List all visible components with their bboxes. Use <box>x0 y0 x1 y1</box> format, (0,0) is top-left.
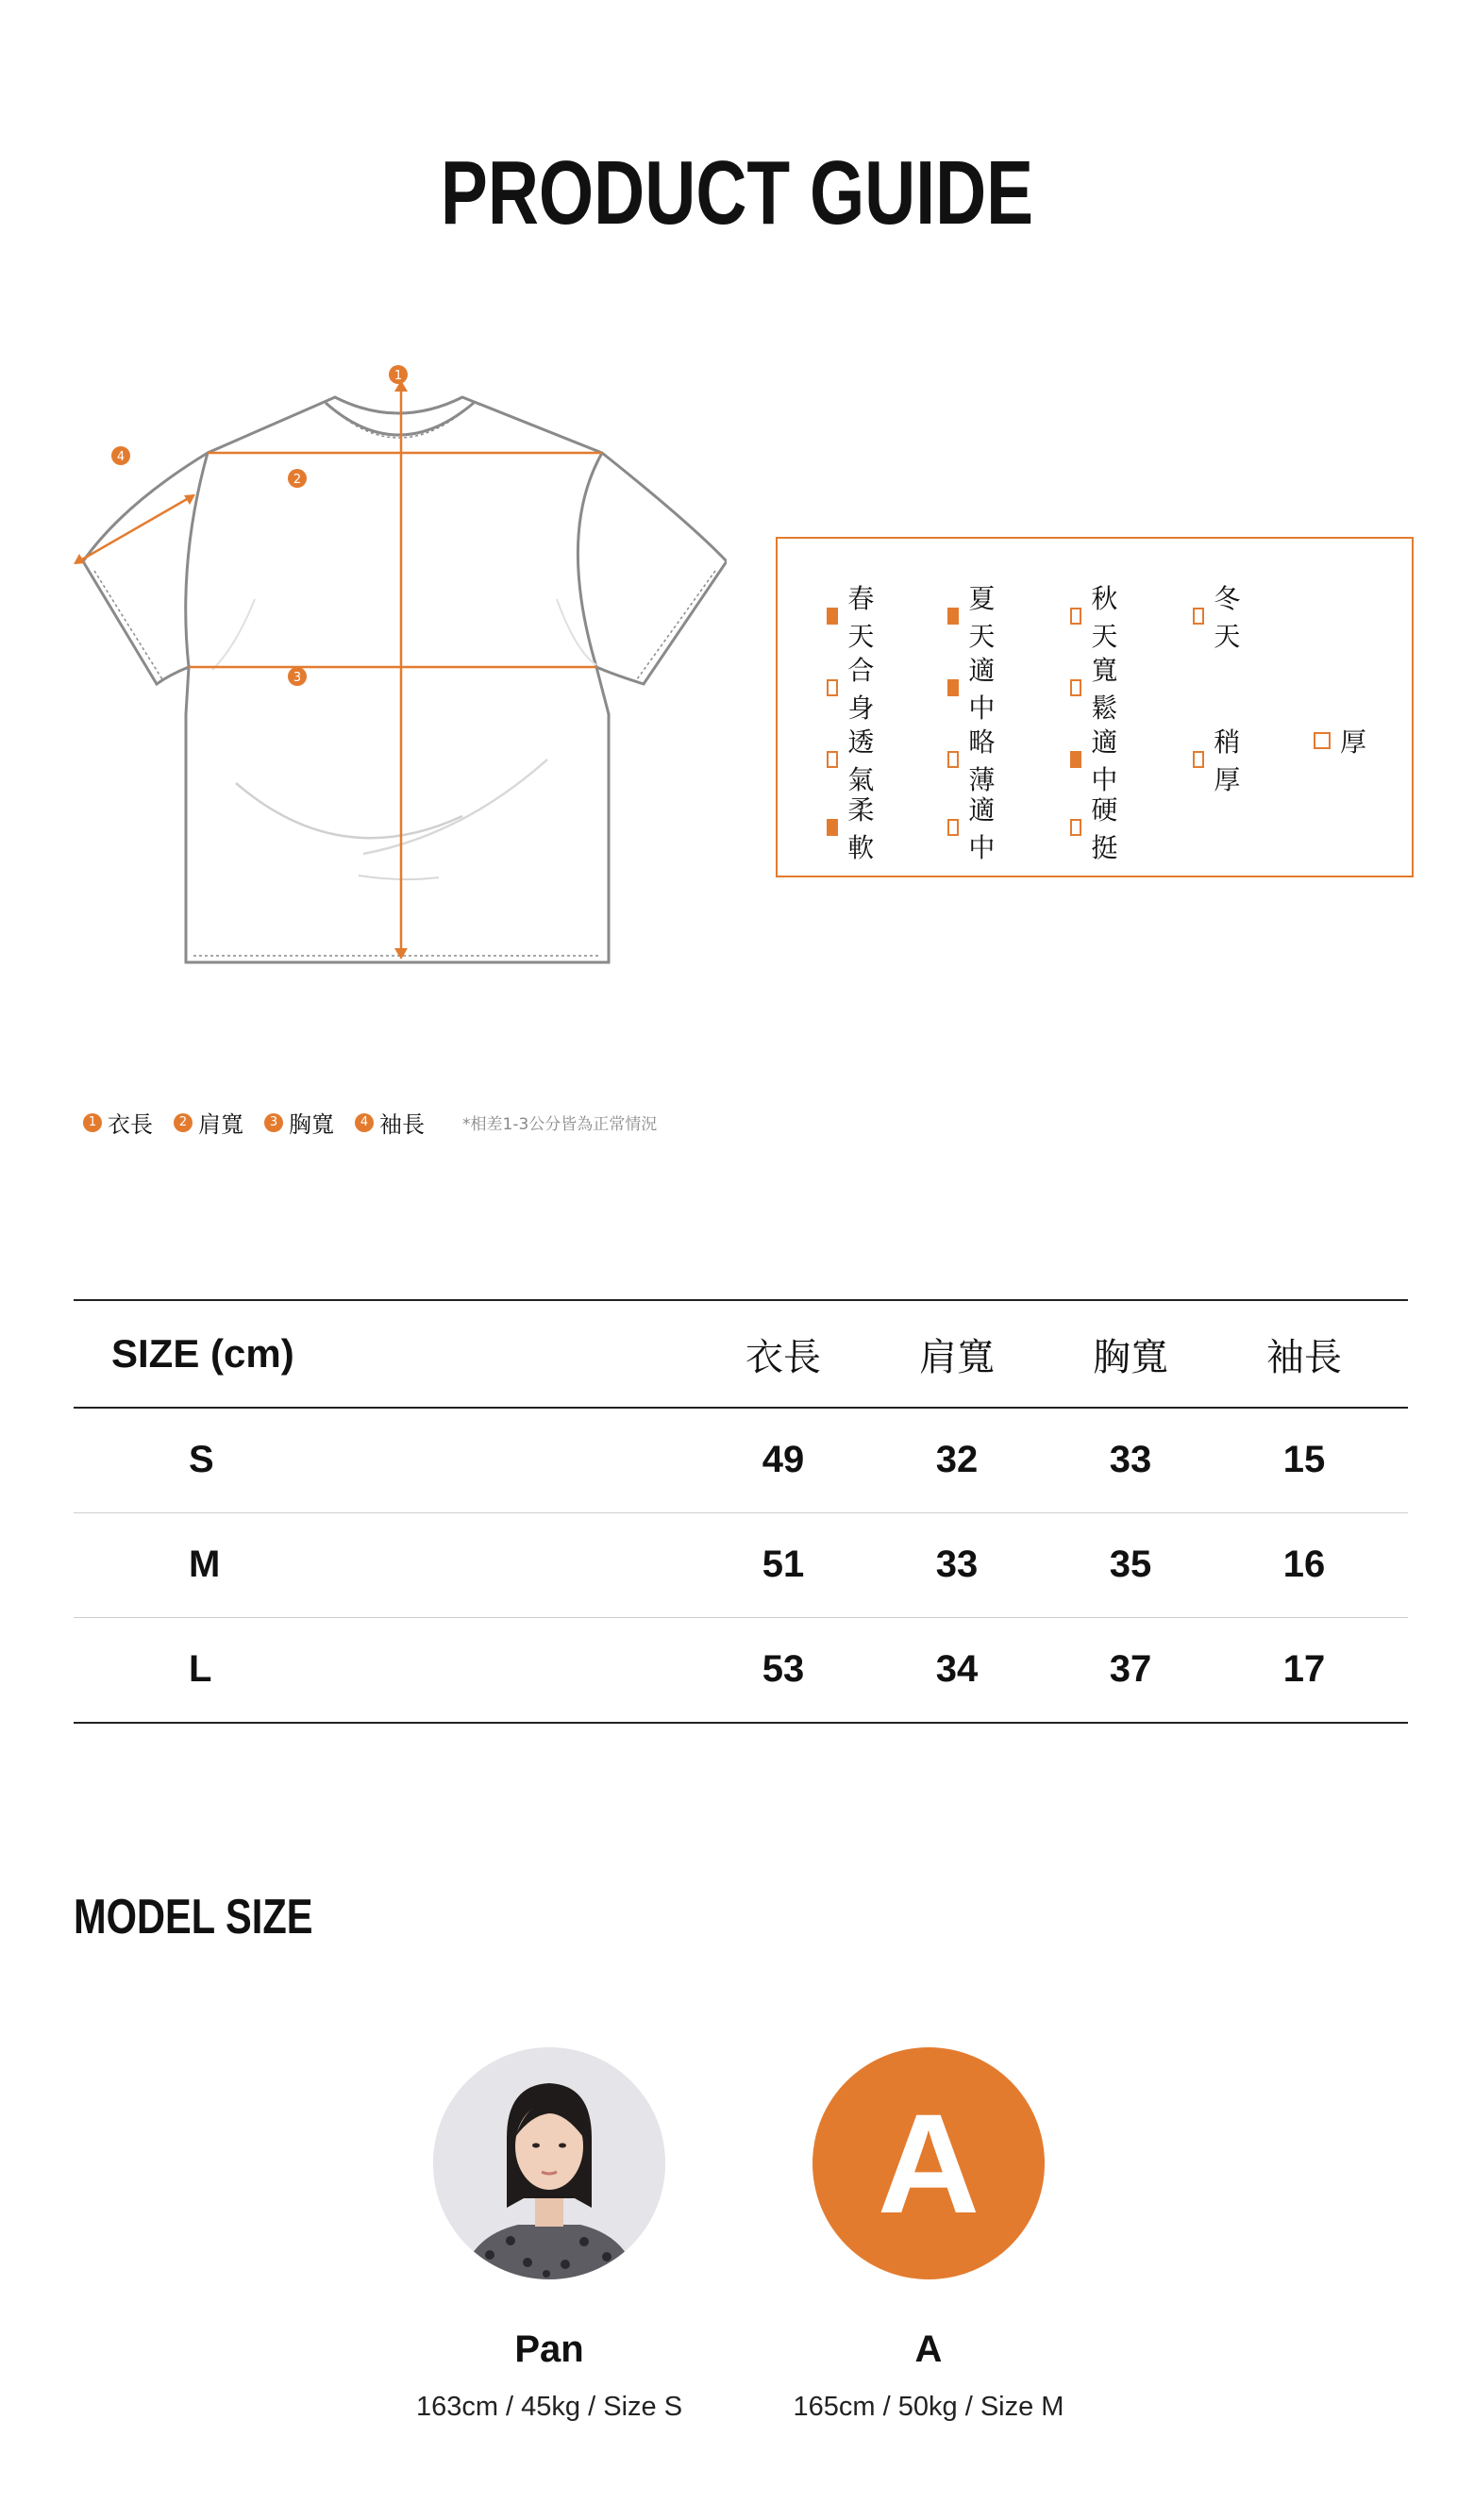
value-cell: 34 <box>935 1648 979 1691</box>
table-row <box>74 1512 1408 1617</box>
header-shoulder: 肩寬 <box>919 1335 995 1379</box>
value-cell: 17 <box>1282 1648 1326 1691</box>
model-info: 163cm / 45kg / Size S <box>415 2392 683 2422</box>
table-header-row <box>74 1300 1408 1408</box>
checked-box-icon <box>947 679 959 696</box>
size-table <box>74 1299 1408 1724</box>
property-option <box>947 722 1000 797</box>
value-cell: 37 <box>1109 1648 1152 1691</box>
property-label: 冬天 <box>1214 583 1241 652</box>
property-option <box>947 578 1000 654</box>
empty-box-icon <box>1070 819 1081 836</box>
tshirt-diagram <box>66 363 727 976</box>
tshirt-outline <box>83 397 727 962</box>
property-label: 合身 <box>847 655 875 724</box>
checked-box-icon <box>1070 751 1081 768</box>
empty-box-icon <box>827 751 838 768</box>
property-label: 透氣 <box>847 726 875 795</box>
table-row <box>74 1408 1408 1512</box>
header-length: 衣長 <box>745 1335 821 1379</box>
property-option <box>1193 722 1246 797</box>
value-cell: 16 <box>1282 1544 1326 1585</box>
model-size-title: MODEL SIZE <box>74 1890 313 1944</box>
model-avatar-letter: A <box>812 2047 1045 2279</box>
value-cell: 32 <box>935 1439 979 1481</box>
property-label: 適中 <box>968 794 996 863</box>
legend-item: 1 衣長 <box>83 1106 153 1139</box>
property-label: 厚 <box>1340 726 1367 758</box>
property-label: 柔軟 <box>847 794 875 863</box>
property-label: 適中 <box>1091 726 1118 795</box>
empty-box-icon <box>1070 679 1081 696</box>
empty-box-icon <box>1314 732 1331 749</box>
model-card <box>351 2047 747 2423</box>
property-option <box>1193 578 1246 654</box>
header-size: SIZE (cm) <box>111 1331 294 1376</box>
svg-text:3: 3 <box>293 671 302 685</box>
header-chest: 胸寬 <box>1093 1335 1168 1379</box>
property-option <box>827 650 879 726</box>
size-cell: L <box>189 1648 212 1691</box>
header-sleeve: 袖長 <box>1266 1335 1342 1379</box>
model-info: 165cm / 50kg / Size M <box>793 2392 1064 2422</box>
measurement-legend <box>83 1106 657 1139</box>
value-cell: 15 <box>1282 1439 1326 1481</box>
size-cell: S <box>189 1439 214 1481</box>
property-label: 秋天 <box>1091 583 1118 652</box>
model-avatar <box>433 2047 665 2279</box>
model-card <box>730 2047 1127 2423</box>
value-cell: 49 <box>762 1439 805 1481</box>
page-title: PRODUCT GUIDE <box>440 142 1034 243</box>
property-label: 春天 <box>847 583 875 652</box>
property-option <box>827 722 879 797</box>
property-option <box>947 790 1000 865</box>
empty-box-icon <box>1193 751 1204 768</box>
svg-text:1: 1 <box>394 369 403 383</box>
property-option <box>1070 650 1123 726</box>
checked-box-icon <box>827 608 838 625</box>
legend-item: 3 胸寬 <box>264 1106 334 1139</box>
empty-box-icon <box>1070 608 1081 625</box>
checked-box-icon <box>947 608 959 625</box>
property-label: 略薄 <box>968 726 996 795</box>
fabric-properties-box <box>776 537 1414 877</box>
model-portrait <box>433 2047 665 2279</box>
property-option <box>1070 790 1123 865</box>
legend-note: *相差1-3公分皆為正常情況 <box>462 1115 658 1134</box>
value-cell: 35 <box>1109 1544 1152 1585</box>
model-name: A <box>914 2328 943 2370</box>
checked-box-icon <box>827 819 838 836</box>
property-label: 硬挺 <box>1091 794 1118 863</box>
empty-box-icon <box>1193 608 1204 625</box>
property-option <box>947 650 1000 726</box>
empty-box-icon <box>947 751 959 768</box>
property-option <box>1070 578 1123 654</box>
property-option <box>1070 722 1123 797</box>
property-option <box>1314 722 1366 759</box>
empty-box-icon <box>947 819 959 836</box>
legend-item: 2 肩寬 <box>174 1106 243 1139</box>
property-label: 適中 <box>968 655 996 724</box>
empty-box-icon <box>827 679 838 696</box>
property-label: 稍厚 <box>1214 726 1241 795</box>
value-cell: 33 <box>935 1544 979 1585</box>
svg-text:2: 2 <box>293 473 302 487</box>
value-cell: 53 <box>762 1648 805 1691</box>
property-label: 夏天 <box>968 583 996 652</box>
property-option <box>827 578 879 654</box>
property-label: 寬鬆 <box>1091 655 1118 724</box>
model-name: Pan <box>514 2328 584 2370</box>
size-cell: M <box>189 1544 221 1585</box>
value-cell: 33 <box>1109 1439 1152 1481</box>
property-option <box>827 790 879 865</box>
svg-text:4: 4 <box>116 450 126 464</box>
table-row <box>74 1617 1408 1723</box>
legend-item: 4 袖長 <box>355 1106 425 1139</box>
value-cell: 51 <box>762 1544 805 1585</box>
